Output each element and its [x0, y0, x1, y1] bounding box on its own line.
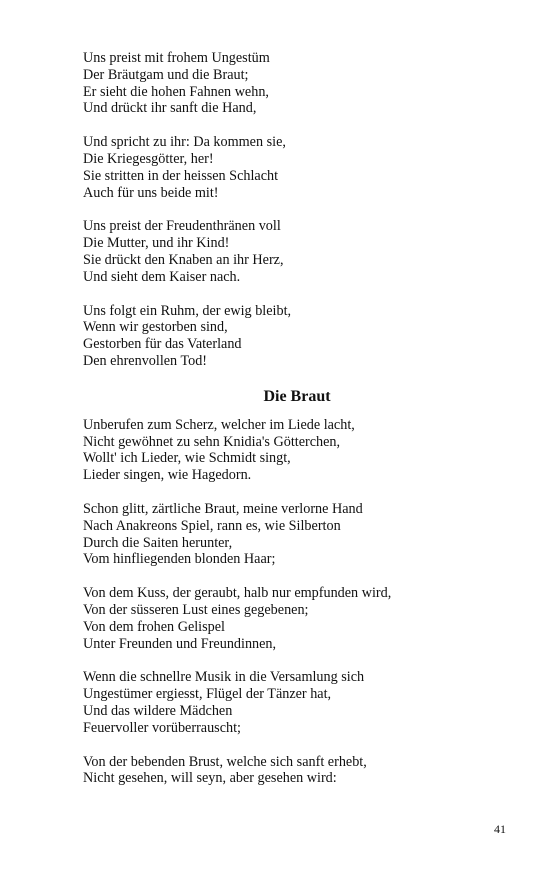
verse-line: Unberufen zum Scherz, welcher im Liede lacht, — [83, 416, 355, 433]
verse-line: Den ehrenvollen Tod! — [83, 352, 208, 369]
verse-line: Nicht gesehen, will seyn, aber gesehen wird: — [83, 770, 337, 787]
verse-line: Und sieht dem Kaiser nach. — [83, 268, 241, 285]
stanza — [83, 754, 503, 788]
verse-line: Und drückt ihr sanft die Hand, — [83, 100, 257, 117]
verse-line: Von der bebenden Brust, welche sich sanft erhebt, — [83, 753, 367, 770]
verse-line: Wollt' ich Lieder, wie Schmidt singt, — [83, 450, 291, 467]
verse-line: Nicht gewöhnet zu sehn Knidia's Götterchen, — [83, 433, 341, 450]
verse-line: Feuervoller vorüberrauscht; — [83, 719, 241, 736]
verse-line: Von dem frohen Gelispel — [83, 618, 225, 635]
stanza — [83, 50, 503, 117]
verse-line: Von dem Kuss, der geraubt, halb nur empfunden wird, — [83, 585, 392, 602]
verse-line: Wenn die schnellre Musik in die Versamlung sich — [83, 669, 365, 686]
stanza — [83, 585, 503, 652]
verse-line: Er sieht die hohen Fahnen wehn, — [83, 83, 269, 100]
verse-line: Schon glitt, zärtliche Braut, meine verlorne Hand — [83, 500, 363, 517]
page-number: 41 — [494, 822, 506, 836]
stanza — [83, 669, 503, 736]
verse-line: Uns folgt ein Ruhm, der ewig bleibt, — [83, 302, 292, 319]
verse-line: Unter Freunden und Freundinnen, — [83, 635, 277, 652]
stanza — [83, 501, 503, 568]
verse-line: Uns preist mit frohem Ungestüm — [83, 50, 270, 66]
poem-die-braut — [83, 387, 503, 787]
verse-line: Auch für uns beide mit! — [83, 184, 219, 201]
page-content — [83, 50, 503, 804]
verse-line: Gestorben für das Vaterland — [83, 336, 242, 353]
stanza — [83, 303, 503, 370]
verse-line: Lieder singen, wie Hagedorn. — [83, 467, 252, 484]
stanza — [83, 218, 503, 285]
verse-line: Nach Anakreons Spiel, rann es, wie Silberton — [83, 517, 341, 534]
verse-line: Ungestümer ergiesst, Flügel der Tänzer hat, — [83, 686, 332, 703]
verse-line: Und spricht zu ihr: Da kommen sie, — [83, 134, 286, 151]
verse-line: Die Kriegesgötter, her! — [83, 150, 214, 167]
stanza — [83, 134, 503, 201]
stanza — [83, 417, 503, 484]
verse-line: Durch die Saiten herunter, — [83, 534, 233, 551]
verse-line: Und das wildere Mädchen — [83, 702, 233, 719]
verse-line: Vom hinfliegenden blonden Haar; — [83, 551, 276, 568]
verse-line: Wenn wir gestorben sind, — [83, 319, 228, 336]
verse-line: Sie drückt den Knaben an ihr Herz, — [83, 251, 284, 268]
poem-title: Die Braut — [263, 387, 331, 405]
verse-line: Von der süsseren Lust eines gegebenen; — [83, 601, 309, 618]
verse-line: Sie stritten in der heissen Schlacht — [83, 167, 279, 184]
verse-line: Uns preist der Freudenthränen voll — [83, 218, 281, 235]
verse-line: Die Mutter, und ihr Kind! — [83, 235, 230, 252]
poem-continued — [83, 50, 503, 370]
verse-line: Der Bräutgam und die Braut; — [83, 66, 249, 83]
